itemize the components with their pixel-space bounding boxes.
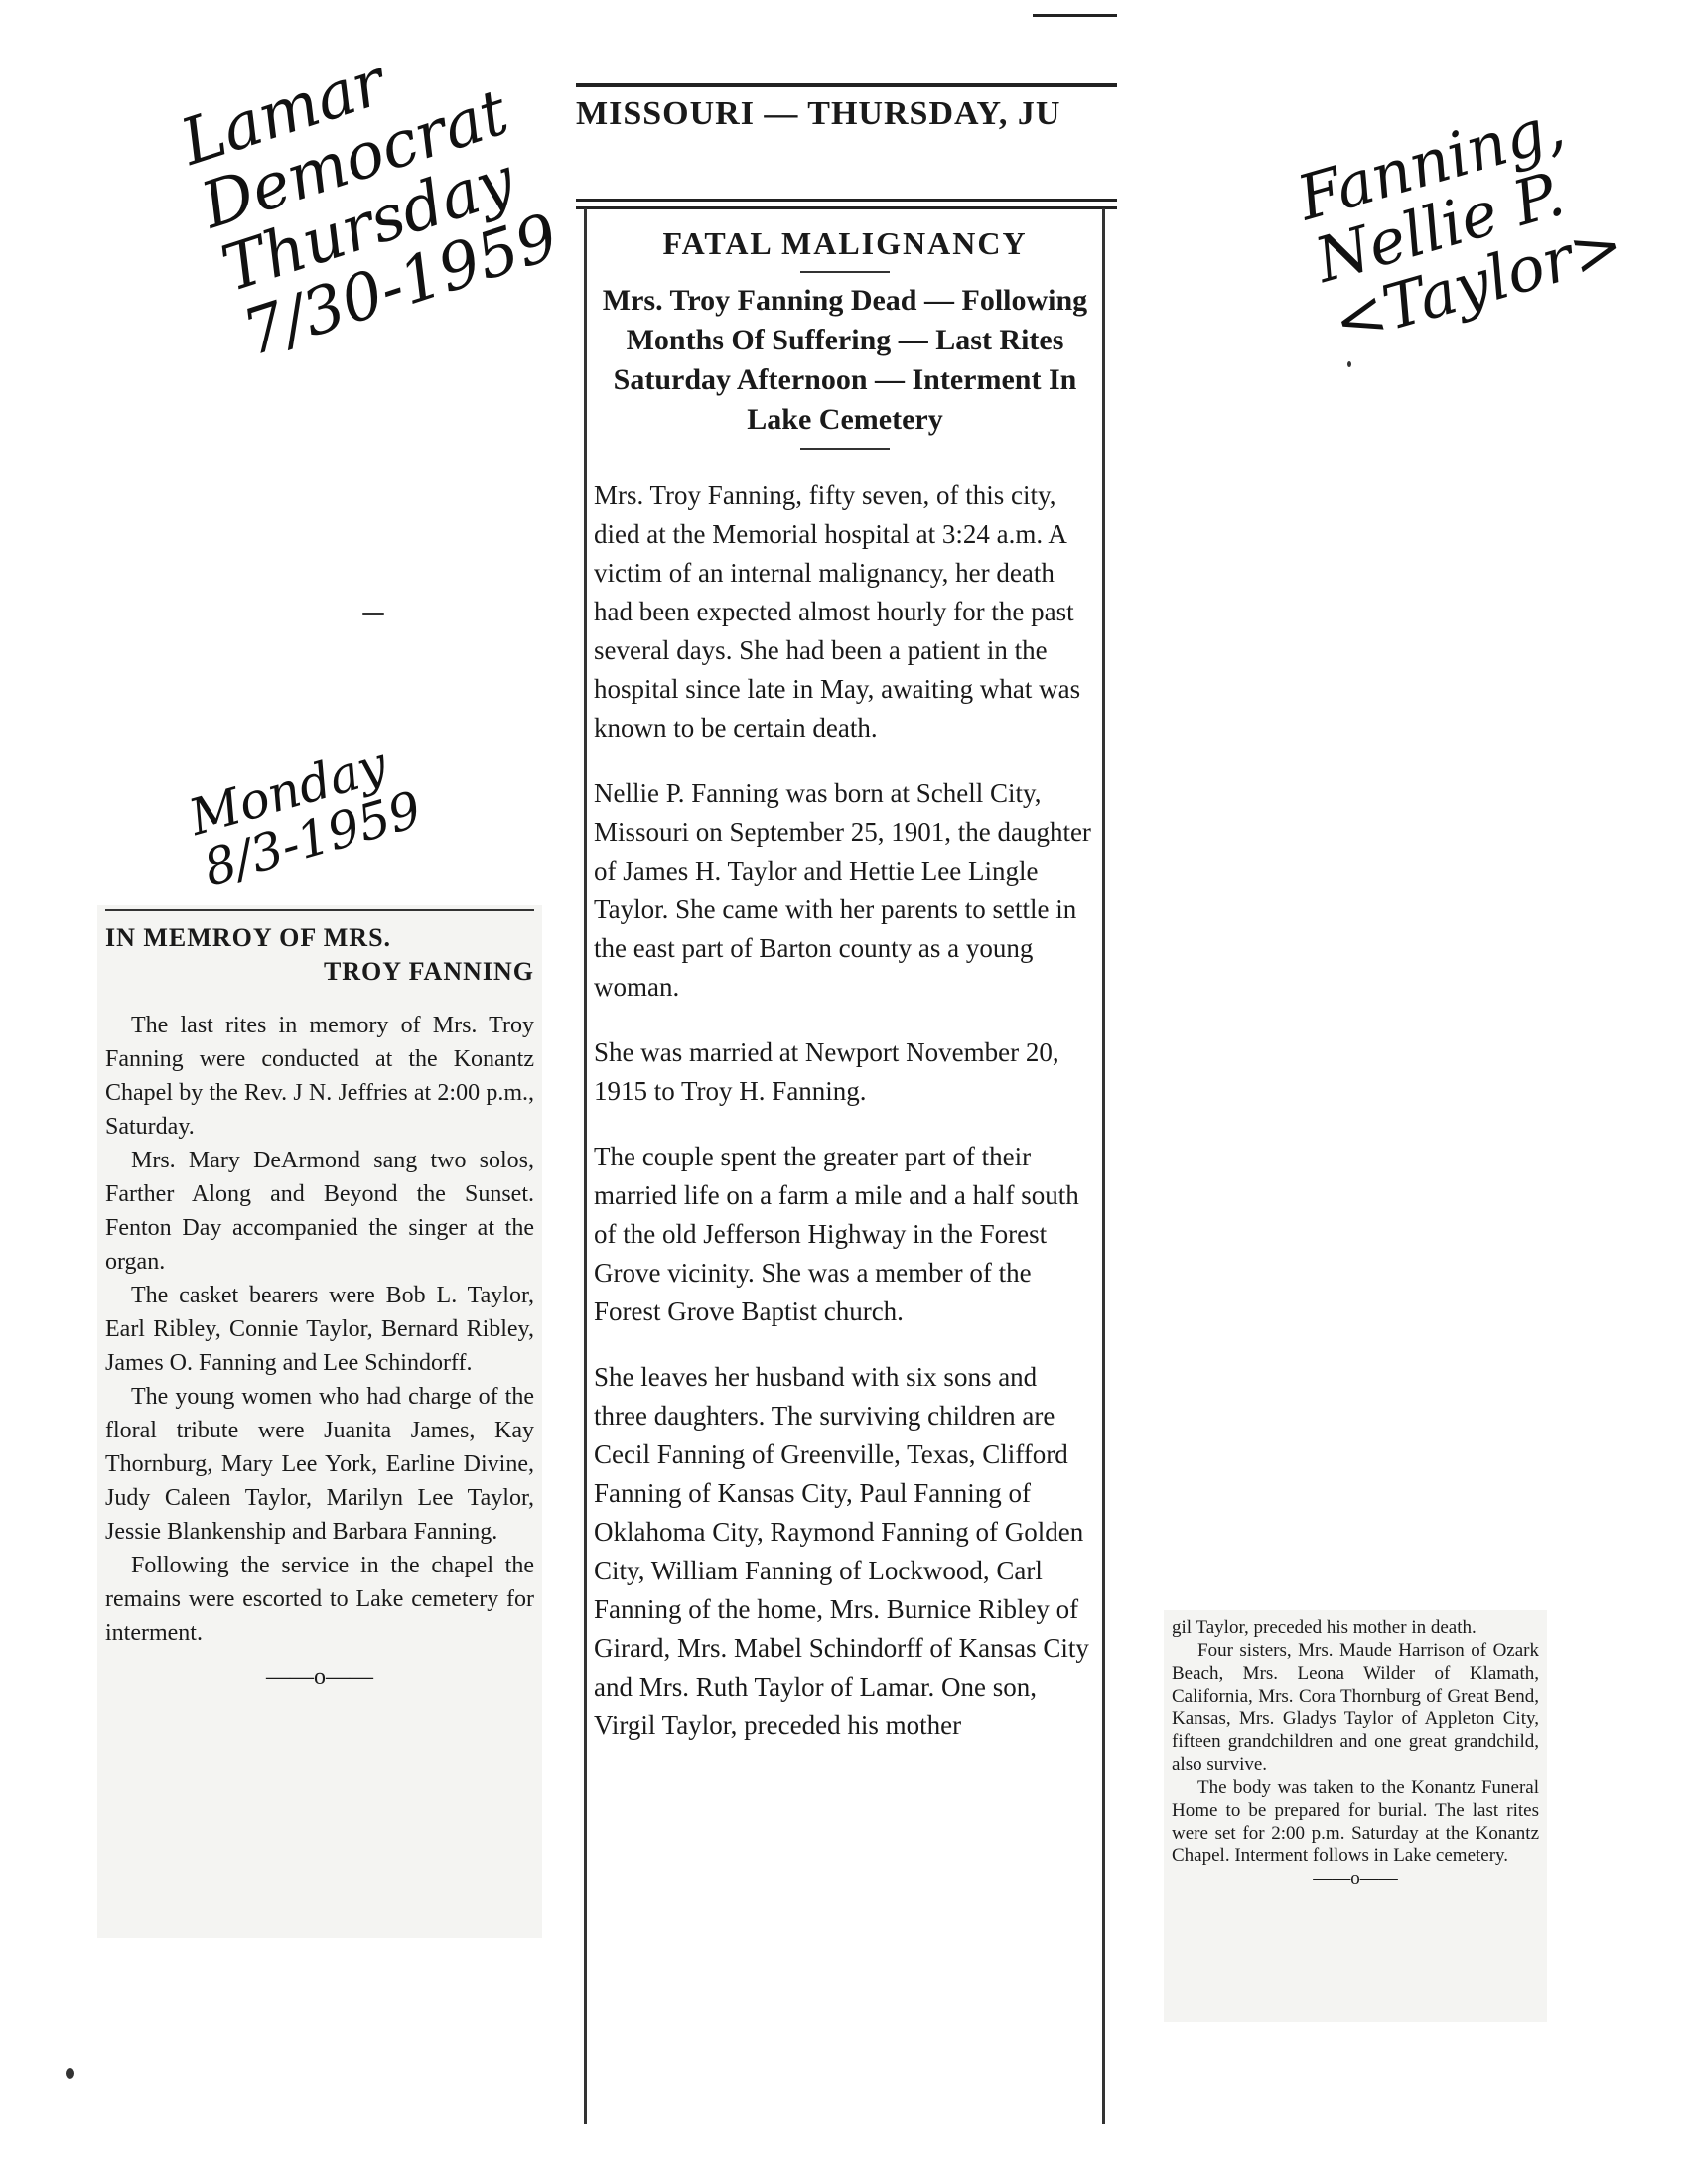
masthead-upper-rule	[576, 83, 1117, 87]
article-headline: FATAL MALIGNANCY	[662, 225, 1028, 261]
handwritten-date-note: Monday 8/3-1959	[183, 736, 428, 897]
main-obituary-article	[594, 218, 1096, 2139]
article-paragraph: She was married at Newport November 20, 1915 to Troy H. Fanning.	[594, 1037, 1059, 1106]
headline-divider	[800, 271, 890, 273]
column-rule-right	[1102, 208, 1105, 2124]
memory-title-line1: IN MEMROY OF MRS.	[105, 923, 392, 952]
memory-paragraph: Mrs. Mary DeArmond sang two solos, Farther Along and Beyond the Sunset. Fenton Day accompanied the singer at the organ.	[105, 1148, 534, 1275]
article-subhead: Mrs. Troy Fanning Dead — Following Months Of Suffering — Last Rites Saturday Afternoon — Interment In Lake Cemetery	[602, 284, 1088, 436]
memory-clipping	[97, 905, 542, 1938]
masthead-top-rule	[1033, 14, 1117, 17]
article-paragraph: She leaves her husband with six sons and three daughters. The surviving children are Cecil Fanning of Greenville, Texas, Clifford Fanning of Kansas City, Paul Fanning of Oklahoma City, Raymond Fanning of Golden City, William Fanning of Lockwood, Carl Fanning of the home, Mrs. Burnice Ribley of Girard, Mrs. Mabel Schindorff of Kansas City and Mrs. Ruth Taylor of Lamar. One son, Virgil Taylor, preceded his mother	[594, 1362, 1089, 1740]
article-paragraph: Mrs. Troy Fanning, fifty seven, of this city, died at the Memorial hospital at 3:24 a.m. A victim of an internal malignancy, her death had been expected almost hourly for the past several days. She had been a patient in the hospital since late in May, awaiting what was known to be certain death.	[594, 480, 1081, 743]
memory-paragraph: Following the service in the chapel the remains were escorted to Lake cemetery for interment.	[105, 1553, 534, 1646]
scan-speck	[1347, 361, 1351, 367]
continuation-paragraph: Four sisters, Mrs. Maude Harrison of Ozark Beach, Mrs. Leona Wilder of Klamath, California, Mrs. Cora Thornburg of Great Bend, Kansas, Mrs. Gladys Taylor of Appleton City, fifteen grandchildren and one great grandchild, also survive.	[1172, 1640, 1539, 1775]
masthead-lower-rule	[576, 199, 1117, 202]
scan-speck	[362, 613, 384, 615]
newspaper-masthead: MISSOURI — THURSDAY, JU	[576, 95, 1061, 132]
continuation-end-mark: ——o——	[1313, 1868, 1398, 1889]
clipping-top-rule	[105, 909, 534, 911]
handwritten-name-note: Fanning, Nellie P. <Taylor>	[1289, 89, 1631, 359]
column-rule-left	[584, 208, 587, 2124]
handwritten-source-note: Lamar Democrat Thursday 7/30-1959	[172, 46, 568, 371]
continuation-clipping	[1164, 1610, 1547, 2022]
article-paragraph: The couple spent the greater part of their married life on a farm a mile and a half south of the old Jefferson Highway in the Forest Grove vicinity. She was a member of the Forest Grove Baptist church.	[594, 1142, 1079, 1326]
memory-paragraph: The last rites in memory of Mrs. Troy Fanning were conducted at the Konantz Chapel by the Rev. J N. Jeffries at 2:00 p.m., Saturday.	[105, 1013, 534, 1140]
scan-speck	[66, 2068, 74, 2079]
memory-title-line2: TROY FANNING	[323, 957, 534, 986]
article-paragraph: Nellie P. Fanning was born at Schell City, Missouri on September 25, 1901, the daughter of James H. Taylor and Hettie Lee Lingle Taylor. She came with her parents to settle in the east part of Barton county as a young woman.	[594, 778, 1091, 1002]
memory-end-mark: ——o——	[266, 1664, 373, 1690]
memory-paragraph: The casket bearers were Bob L. Taylor, Earl Ribley, Connie Taylor, Bernard Ribley, James O. Fanning and Lee Schindorff.	[105, 1283, 534, 1376]
continuation-paragraph: The body was taken to the Konantz Funeral Home to be prepared for burial. The last rites were set for 2:00 p.m. Saturday at the Konantz Chapel. Interment follows in Lake cemetery.	[1172, 1777, 1539, 1866]
masthead-lower-rule-2	[576, 206, 1117, 209]
continuation-first-line: gil Taylor, preceded his mother in death.	[1172, 1617, 1477, 1638]
memory-paragraph: The young women who had charge of the floral tribute were Juanita James, Kay Thornburg, Mary Lee York, Earline Divine, Judy Caleen Taylor, Marilyn Lee Taylor, Jessie Blankenship and Barbara Fanning.	[105, 1384, 534, 1545]
subhead-divider	[800, 448, 890, 450]
